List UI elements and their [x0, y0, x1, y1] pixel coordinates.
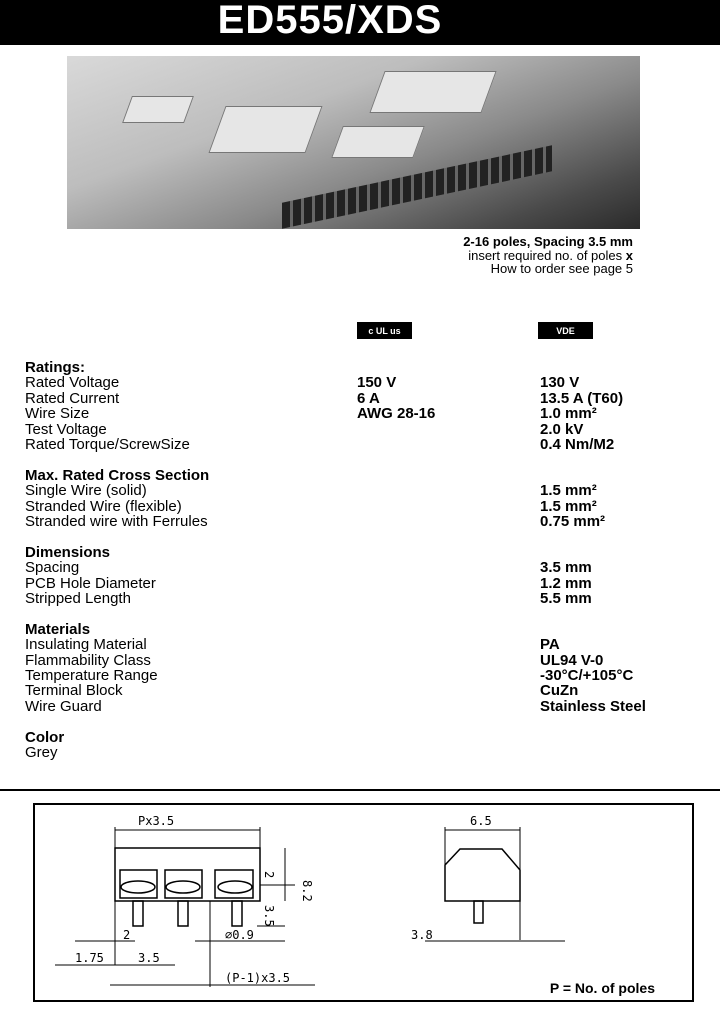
caption-poles: 2-16 poles, Spacing 3.5 mm — [463, 234, 633, 249]
spec-label: PCB Hole Diameter — [25, 574, 156, 592]
divider — [0, 789, 720, 791]
drawing-svg — [35, 805, 692, 1000]
spec-label: Insulating Material — [25, 636, 147, 654]
caption-order: How to order see page 5 — [490, 261, 633, 276]
dimension-drawing — [33, 803, 694, 1002]
section-heading: Max. Rated Cross Section — [25, 466, 210, 484]
spec-value-vde: 1.5 mm² — [540, 497, 597, 515]
product-title: ED555/XDS — [217, 0, 443, 42]
spec-label: Rated Current — [25, 389, 120, 407]
dim-2: 2 — [123, 928, 131, 942]
vde-logo-icon: VDE — [538, 322, 593, 339]
spec-label: Flammability Class — [25, 651, 151, 669]
dim-top: 2 — [262, 871, 276, 879]
spec-label: Stranded Wire (flexible) — [25, 497, 182, 515]
spec-label: Temperature Range — [25, 667, 158, 684]
spec-value-vde: 3.5 mm — [540, 559, 592, 577]
spec-value-vde: -30°C/+105°C — [540, 667, 634, 684]
spec-value-vde: PA — [540, 636, 560, 654]
spec-value-vde: 130 V — [540, 374, 580, 392]
spec-label: Rated Torque/ScrewSize — [25, 436, 190, 453]
dim-pitch: 3.5 — [138, 951, 160, 965]
spec-value-vde: 1.0 mm² — [540, 405, 597, 423]
spec-label: Grey — [25, 744, 58, 761]
spec-value-vde: 0.75 mm² — [540, 513, 606, 530]
spec-value-vde: 1.2 mm — [540, 574, 592, 592]
header-bar — [0, 0, 720, 45]
dim-offset: 1.75 — [75, 951, 104, 965]
spec-value-vde: 2.0 kV — [540, 420, 584, 438]
spec-value-vde: Stainless Steel — [540, 697, 646, 715]
dim-diameter: ⌀0.9 — [225, 928, 254, 942]
spec-value-vde: 0.4 Nm/M2 — [540, 436, 615, 453]
dim-side-width: 6.5 — [470, 814, 492, 828]
caption-insert-text: insert required no. of poles — [468, 248, 623, 263]
spec-label: Terminal Block — [25, 682, 123, 700]
spec-label: Single Wire (solid) — [25, 482, 147, 500]
section-heading: Ratings: — [25, 359, 85, 376]
spec-label: Wire Size — [25, 405, 90, 423]
drawing-legend: P = No. of poles — [549, 980, 655, 996]
dim-height: 8.2 — [300, 880, 314, 902]
spec-value-ul: 150 V — [357, 374, 397, 392]
spec-label: Rated Voltage — [25, 374, 120, 392]
section-heading: Color — [25, 728, 65, 746]
spec-value-vde: 1.5 mm² — [540, 482, 597, 500]
spec-value-ul: 6 A — [357, 389, 380, 407]
spec-label: Stripped Length — [25, 590, 131, 607]
spec-label: Spacing — [25, 559, 80, 577]
product-photo — [67, 56, 640, 229]
dim-width: Px3.5 — [138, 814, 175, 828]
dim-pin: 3.5 — [262, 905, 276, 927]
spec-value-vde: CuZn — [540, 682, 579, 700]
dim-side-pin: 3.8 — [411, 928, 433, 942]
spec-value-vde: UL94 V-0 — [540, 651, 604, 669]
spec-value-vde: 5.5 mm — [540, 590, 592, 607]
caption-x-mark: x — [625, 248, 633, 263]
section-heading: Dimensions — [25, 543, 111, 561]
section-heading: Materials — [25, 620, 91, 638]
terminal-block-image — [282, 145, 552, 228]
ul-logo-icon: c UL us — [357, 322, 412, 339]
spec-value-vde: 13.5 A (T60) — [540, 389, 624, 407]
spec-label: Test Voltage — [25, 420, 107, 438]
spec-value-ul: AWG 28-16 — [357, 405, 436, 423]
spec-label: Stranded wire with Ferrules — [25, 513, 208, 530]
dim-span: (P-1)x3.5 — [225, 971, 291, 985]
spec-label: Wire Guard — [25, 697, 102, 715]
